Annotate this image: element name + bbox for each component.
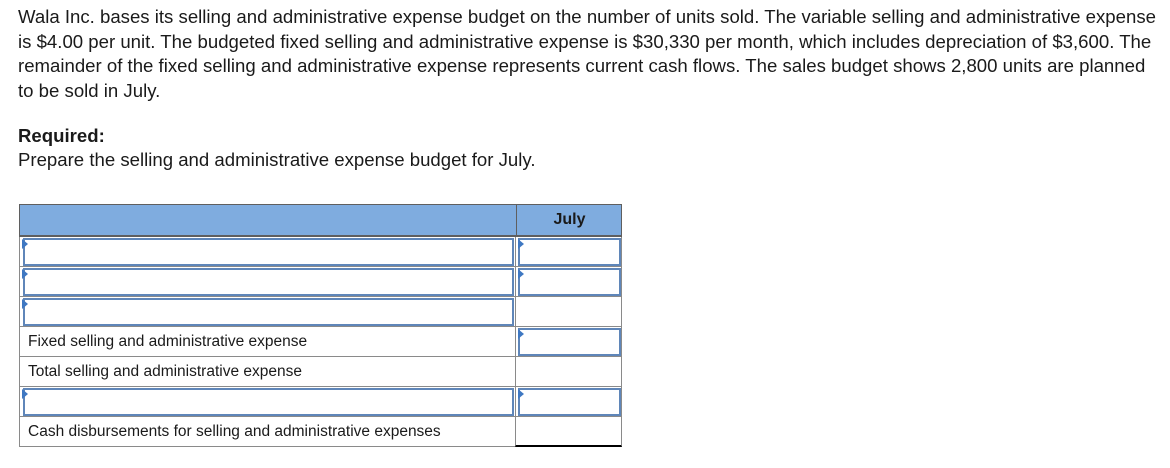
value-cell — [515, 237, 622, 267]
total-value-cell — [515, 357, 622, 387]
problem-statement: Wala Inc. bases its selling and administrative expense budget on the number of units sold. The variable selling and administrative expense is $4.00 per unit. The budgeted fixed selling and administrative expense is $30,330 per month, which includes depreciation of $3,600. The remainder of the fixed selling and administrative expense represents current cash flows. The sales budget shows 2,800 units are planned to be sold in July. — [18, 6, 1156, 101]
table-row — [19, 297, 622, 327]
table-row — [19, 357, 622, 387]
label-input-3[interactable] — [23, 298, 514, 326]
july-fixed-expense-input[interactable] — [518, 328, 621, 356]
label-cell — [19, 387, 515, 417]
dropdown-marker-icon — [22, 269, 28, 279]
table-row — [19, 327, 622, 357]
cash-disbursements-label: Cash disbursements for selling and administrative expenses — [19, 417, 515, 447]
label-cell — [19, 297, 515, 327]
july-value-input-4[interactable] — [518, 388, 621, 416]
table-row — [19, 267, 622, 297]
value-cell — [515, 327, 622, 357]
table-row — [19, 237, 622, 267]
column-header-july: July — [516, 205, 622, 236]
july-value-input-2[interactable] — [518, 268, 621, 296]
table-header-row — [19, 204, 622, 237]
dropdown-marker-icon — [518, 269, 524, 279]
label-cell — [19, 267, 515, 297]
dropdown-marker-icon — [518, 389, 524, 399]
label-input-2[interactable] — [23, 268, 514, 296]
table-row — [19, 417, 622, 447]
value-cell — [515, 267, 622, 297]
cash-disbursements-value-cell — [515, 417, 622, 447]
fixed-expense-label: Fixed selling and administrative expense — [19, 327, 515, 357]
label-cell — [19, 237, 515, 267]
value-cell — [515, 387, 622, 417]
total-expense-label: Total selling and administrative expense — [19, 357, 515, 387]
table-row — [19, 387, 622, 417]
dropdown-marker-icon — [518, 239, 524, 249]
july-value-input-1[interactable] — [518, 238, 621, 266]
required-instruction: Prepare the selling and administrative expense budget for July. — [18, 149, 536, 170]
dropdown-marker-icon — [22, 299, 28, 309]
dropdown-marker-icon — [22, 239, 28, 249]
dropdown-marker-icon — [22, 389, 28, 399]
label-input-1[interactable] — [23, 238, 514, 266]
dropdown-marker-icon — [518, 329, 524, 339]
value-cell-static — [515, 297, 622, 327]
label-input-4[interactable] — [23, 388, 514, 416]
required-heading: Required: — [18, 125, 105, 146]
budget-table — [19, 204, 622, 447]
